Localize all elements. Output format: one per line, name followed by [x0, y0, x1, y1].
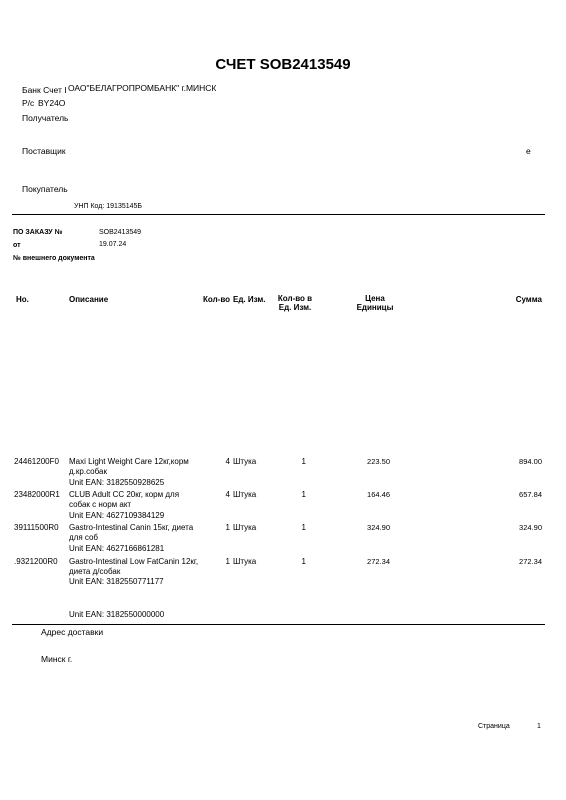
- cutoff-ean: Unit EAN: 3182550000000: [69, 610, 165, 619]
- row-unit: Штука: [233, 457, 257, 466]
- header-divider: [12, 214, 545, 215]
- table-bottom-divider: [12, 624, 545, 625]
- page-title: СЧЕТ SOB2413549: [215, 56, 351, 73]
- row-description: Gastro-Intestinal Low FatCanin 12кг, диета д/собак: [69, 557, 199, 576]
- col-header-qty: Кол-во: [203, 295, 231, 304]
- page-label: Страница: [478, 723, 510, 730]
- delivery-city: Минск г.: [41, 654, 73, 664]
- recipient-label: Получатель: [22, 113, 69, 123]
- row-sum: 894.00: [519, 457, 542, 466]
- rs-value: BY24O: [38, 98, 66, 108]
- row-no: 24461200F0: [14, 457, 59, 466]
- col-header-unit: Ед. Изм.: [233, 295, 266, 304]
- buyer-label: Покупатель: [22, 184, 68, 194]
- supplier-trailing: е: [526, 146, 531, 156]
- row-description: CLUB Adult CC 20кг, корм для собак с норм акт: [69, 490, 180, 509]
- row-sum: 272.34: [519, 557, 542, 566]
- cutoff-line-clipped: [69, 610, 179, 619]
- supplier-label: Поставщик: [22, 146, 66, 156]
- row-ean: Unit EAN: 3182550928625: [69, 478, 165, 487]
- col-header-description: Описание: [69, 295, 109, 304]
- date-value: 19.07.24: [99, 241, 127, 248]
- row-ean: Unit EAN: 3182550771177: [69, 577, 164, 586]
- row-no: .9321200R0: [14, 557, 58, 566]
- row-sum: 657.84: [519, 490, 542, 499]
- bank-account-fragment: ОАО"БЕЛАГРОПРОМБАНК" г.МИНСК: [68, 83, 217, 93]
- order-no-label: ПО ЗАКАЗУ №: [13, 229, 63, 236]
- row-ean: Unit EAN: 4627166861281: [69, 544, 165, 553]
- row-qty-in-unit: 1: [301, 490, 306, 499]
- row-qty: 1: [225, 523, 230, 532]
- order-no-value: SOB2413549: [99, 229, 142, 236]
- row-qty: 4: [225, 457, 230, 466]
- row-description: Gastro-Intestinal Canin 15кг, диета для соб: [69, 523, 194, 542]
- date-label: от: [13, 242, 21, 249]
- row-unit: Штука: [233, 557, 257, 566]
- external-doc-label: № внешнего документа: [13, 255, 95, 262]
- row-ean: Unit EAN: 4627109384129: [69, 511, 165, 520]
- rs-label: Р/с: [22, 98, 35, 108]
- row-description: Maxi Light Weight Care 12кг,корм д.кр.собак: [69, 457, 189, 476]
- bank-account-label: Банк Счет I: [22, 85, 67, 95]
- row-qty-in-unit: 1: [301, 523, 306, 532]
- col-header-no: Но.: [16, 295, 29, 304]
- row-unit: Штука: [233, 490, 257, 499]
- row-qty: 1: [225, 557, 230, 566]
- bank-account-clipped: [68, 83, 258, 93]
- row-sum: 324.90: [519, 523, 542, 532]
- col-header-sum: Сумма: [515, 295, 542, 304]
- buyer-clipped: [74, 203, 194, 212]
- row-price: 164.46: [367, 490, 390, 499]
- row-unit: Штука: [233, 523, 257, 532]
- row-qty-in-unit: 1: [301, 457, 306, 466]
- row-qty-in-unit: 1: [301, 557, 306, 566]
- buyer-fragment: УНП Код: 19135145Б: [74, 203, 143, 210]
- row-price: 272.34: [367, 557, 390, 566]
- page-number: 1: [537, 723, 541, 730]
- row-price: 223.50: [367, 457, 390, 466]
- row-no: 23482000R1: [14, 490, 60, 499]
- col-header-qty-in-unit: Кол-во в Ед. Изм.: [277, 294, 313, 312]
- delivery-address-label: Адрес доставки: [41, 627, 104, 637]
- row-price: 324.90: [367, 523, 390, 532]
- row-qty: 4: [225, 490, 230, 499]
- col-header-price: Цена Единицы: [356, 294, 394, 312]
- row-no: 39111500R0: [14, 523, 59, 532]
